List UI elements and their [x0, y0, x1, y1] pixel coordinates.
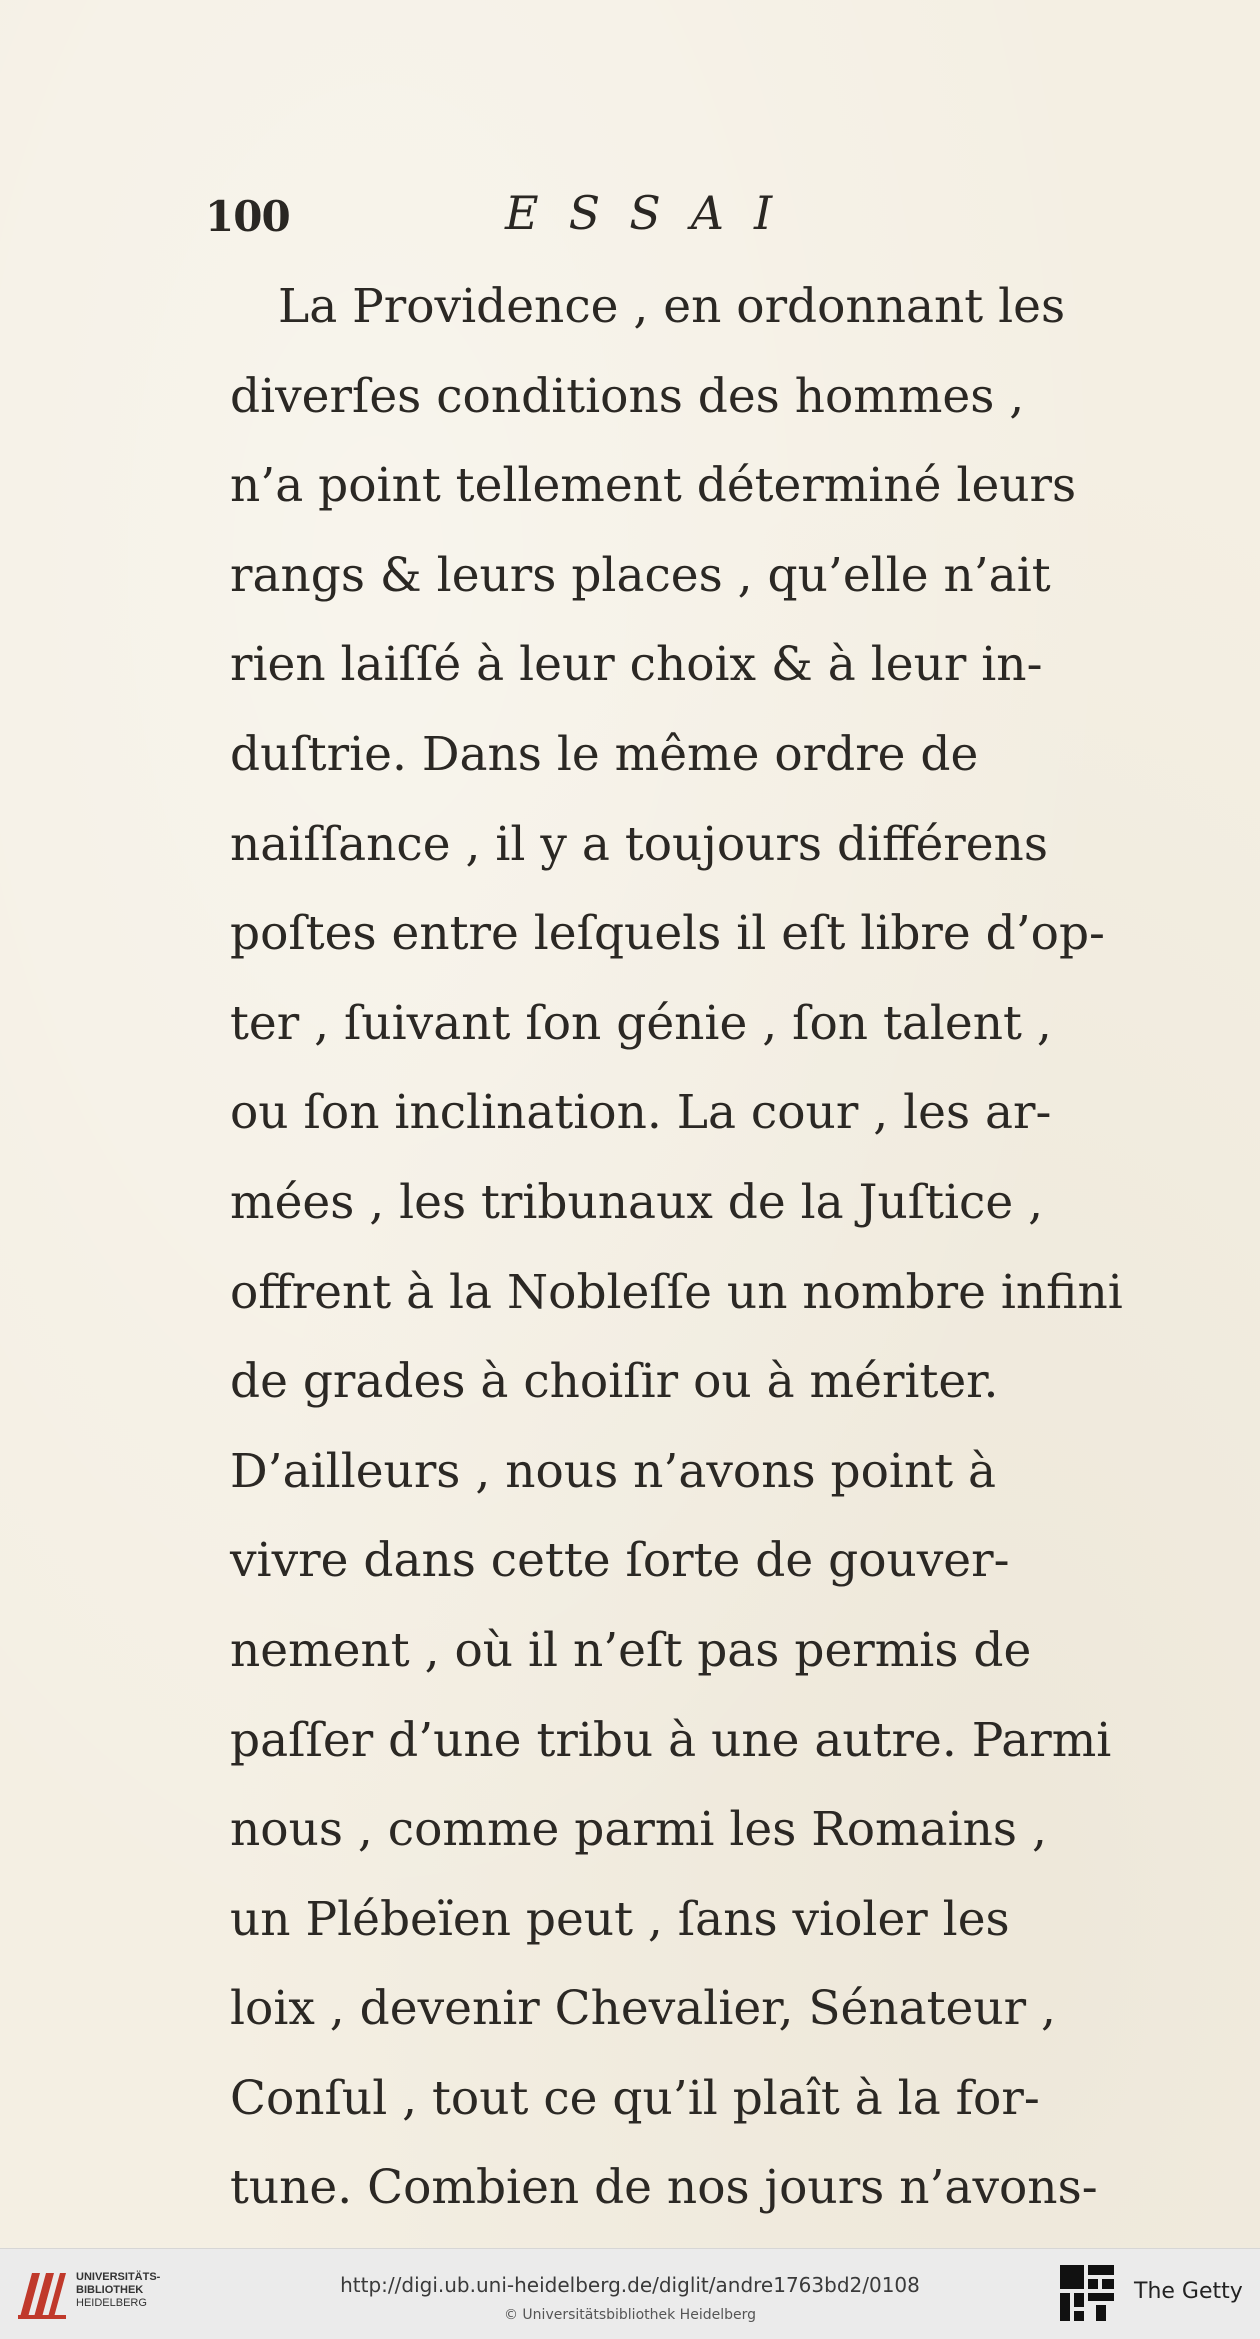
body-text — [230, 262, 1130, 2233]
library-name-line: HEIDELBERG — [76, 2297, 147, 2309]
library-name-line: UNIVERSITÄTS- — [76, 2271, 161, 2283]
getty-name: The Getty — [1134, 2279, 1243, 2304]
text-line: offrent à la Nobleſſe un nombre infini — [230, 1264, 1123, 1320]
text-line: naiſſance , il y a toujours différens — [230, 816, 1048, 872]
text-line: ter , ſuivant ſon génie , ſon talent , — [230, 995, 1052, 1051]
source-url-link[interactable]: http://digi.ub.uni-heidelberg.de/diglit/andre1763bd2/0108 — [340, 2273, 920, 2297]
library-name — [76, 2271, 160, 2310]
page-header — [205, 186, 1085, 252]
text-line: un Plébeïen peut , ſans violer les — [230, 1891, 1010, 1947]
footer-bar — [0, 2248, 1260, 2339]
text-line: La Providence , en ordonnant les — [278, 279, 1066, 334]
text-line: ou ſon inclination. La cour , les ar- — [230, 1085, 1052, 1141]
text-line: n’a point tellement déterminé leurs — [230, 458, 1077, 514]
text-line: mées , les tribunaux de la Juſtice , — [230, 1174, 1044, 1230]
text-line: rien laiſſé à leur choix & à leur in- — [230, 637, 1043, 693]
text-line: duſtrie. Dans le même ordre de — [230, 726, 979, 782]
text-line: poſtes entre leſquels il eſt libre d’op- — [230, 906, 1105, 962]
getty-logo-icon — [1058, 2263, 1116, 2325]
text-line: nous , comme parmi les Romains , — [230, 1802, 1047, 1858]
text-line: tune. Combien de nos jours n’avons- — [230, 2160, 1098, 2216]
text-line: D’ailleurs , nous n’avons point à — [230, 1443, 997, 1499]
text-line: de grades à choiſir ou à mériter. — [230, 1354, 999, 1410]
text-line: rangs & leurs places , qu’elle n’ait — [230, 547, 1051, 603]
copyright-notice: © Universitätsbibliothek Heidelberg — [503, 2307, 756, 2323]
text-line: nement , où il n’eſt pas permis de — [230, 1622, 1032, 1678]
text-line: loix , devenir Chevalier, Sénateur , — [230, 1981, 1056, 2037]
text-line: diverſes conditions des hommes , — [230, 368, 1025, 424]
running-title: ESSAI — [505, 186, 803, 240]
library-name-line: BIBLIOTHEK — [76, 2284, 144, 2296]
text-line: vivre dans cette ſorte de gouver- — [230, 1533, 1010, 1589]
text-line: paſſer d’une tribu à une autre. Parmi — [230, 1712, 1112, 1768]
library-logo-icon — [12, 2265, 72, 2325]
text-line: Conſul , tout ce qu’il plaît à la for- — [230, 2070, 1040, 2126]
page-number: 100 — [205, 192, 290, 241]
